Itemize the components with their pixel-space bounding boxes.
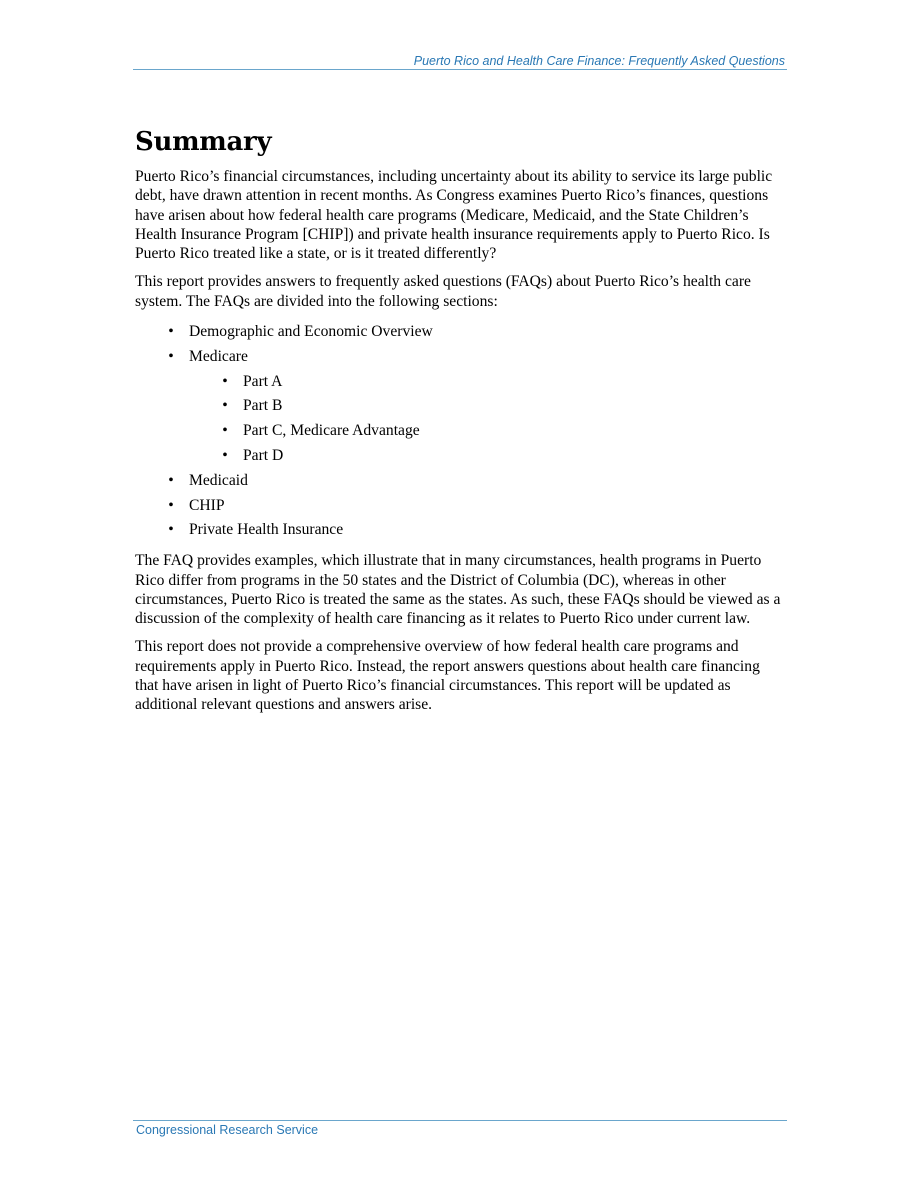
list-item-medicare xyxy=(135,345,787,370)
bullet-icon: • xyxy=(168,496,174,514)
list-item-label: Medicaid xyxy=(189,471,248,489)
bullet-icon: • xyxy=(168,347,174,365)
list-item-chip xyxy=(135,494,787,519)
intro-paragraph: Puerto Rico’s financial circumstances, including uncertainty about its ability to service its large public debt, have drawn attention in recent months. As Congress examines Puerto Rico’s finances, questions have arisen about how federal health care programs (Medicare, Medicaid, and the State Children’s Health Insurance Program [CHIP]) and private health insurance requirements apply to Puerto Rico. Is Puerto Rico treated like a state, or is it treated differently? xyxy=(135,168,773,263)
medicare-sublist-container xyxy=(135,370,787,469)
bullet-icon: • xyxy=(222,447,228,465)
list-item-private-health-insurance xyxy=(135,518,787,543)
list-item-part-a xyxy=(135,370,787,395)
list-item-label: CHIP xyxy=(189,496,225,514)
examples-paragraph: The FAQ provides examples, which illustrate that in many circumstances, health programs in Puerto Rico differ from programs in the 50 states and the District of Columbia (DC), whereas in other circumstances, Puerto Rico is treated the same as the states. As such, these FAQs should be viewed as a discussion of the complexity of health care financing as it relates to Puerto Rico under current law. xyxy=(135,552,781,628)
list-item-label: Part C, Medicare Advantage xyxy=(243,422,420,440)
medicare-parts-list xyxy=(135,370,787,469)
list-item-part-d xyxy=(135,444,787,469)
list-item-part-c xyxy=(135,419,787,444)
scope-paragraph: This report does not provide a comprehensive overview of how federal health care programs and requirements apply in Puerto Rico. Instead, the report answers questions about health care financing that have arisen in light of Puerto Rico’s financial circumstances. This report will be updated as additional relevant questions and answers arise. xyxy=(135,638,760,714)
bullet-icon: • xyxy=(168,323,174,341)
footer-rule xyxy=(133,1120,787,1121)
list-item-demographic xyxy=(135,320,787,345)
faq-sections-intro-paragraph: This report provides answers to frequently asked questions (FAQs) about Puerto Rico’s health care system. The FAQs are divided into the following sections: xyxy=(135,273,751,310)
bullet-icon: • xyxy=(222,372,228,390)
bullet-icon: • xyxy=(168,521,174,539)
list-item-part-b xyxy=(135,394,787,419)
list-item-label: Medicare xyxy=(189,347,248,365)
list-item-label: Demographic and Economic Overview xyxy=(189,323,433,341)
header-rule xyxy=(133,69,787,70)
running-header: Puerto Rico and Health Care Finance: Frequently Asked Questions xyxy=(413,54,785,68)
list-item-label: Private Health Insurance xyxy=(189,521,344,539)
running-footer: Congressional Research Service xyxy=(136,1123,319,1137)
bullet-icon: • xyxy=(168,471,174,489)
bullet-icon: • xyxy=(222,397,228,415)
summary-section xyxy=(135,126,787,724)
list-item-label: Part B xyxy=(243,397,283,415)
list-item-label: Part A xyxy=(243,372,283,390)
bullet-icon: • xyxy=(222,422,228,440)
faq-sections-list xyxy=(135,320,787,543)
list-item-label: Part D xyxy=(243,447,284,465)
list-item-medicaid xyxy=(135,469,787,494)
section-title: Summary xyxy=(135,127,272,157)
